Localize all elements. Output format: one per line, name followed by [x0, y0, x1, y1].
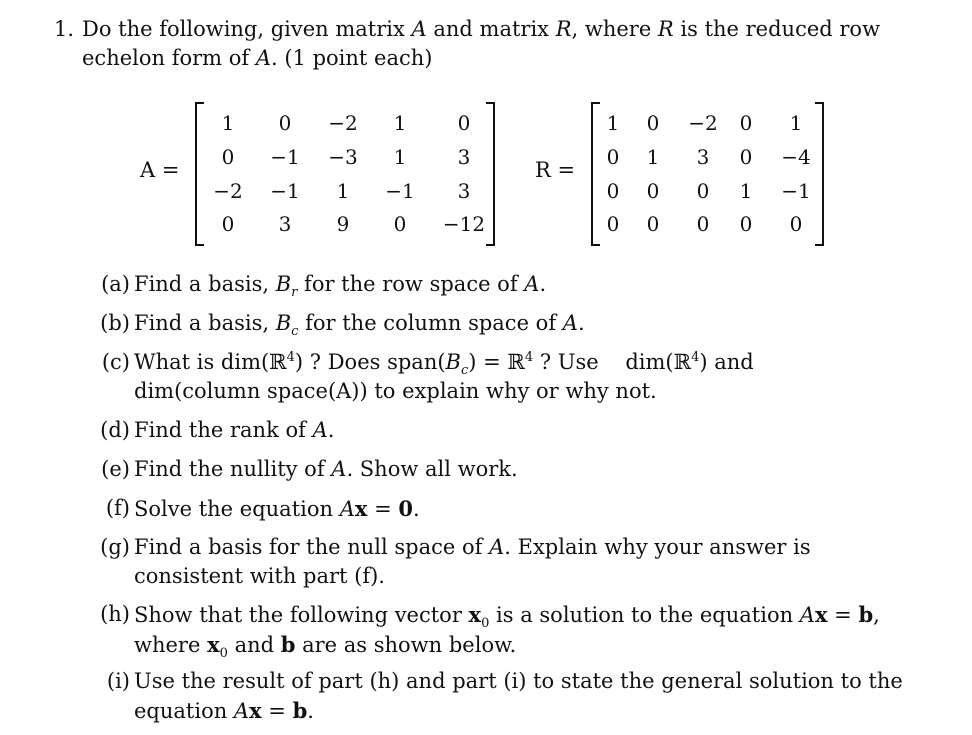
- matrix-a-cell: 0: [393, 212, 407, 236]
- matrix-a-cell: −3: [328, 145, 358, 169]
- matrix-r-cell: 0: [696, 179, 710, 203]
- question-line-1: 1. Do the following, given matrix A and matrix R, where R is the reduced row: [54, 15, 954, 44]
- matrix-r-cell: 3: [696, 145, 710, 169]
- matrix-a-label: A =: [140, 158, 180, 182]
- matrix-a-cell: 3: [457, 145, 471, 169]
- matrix-a-cell: −12: [442, 212, 486, 236]
- matrix-a-cell: 1: [221, 111, 235, 135]
- matrix-r-cell: −1: [781, 179, 811, 203]
- matrix-a-cell: −1: [385, 179, 415, 203]
- matrix-r-cell: 1: [606, 111, 620, 135]
- matrix-a-cell: 1: [336, 179, 350, 203]
- matrix-r-left-bracket: [591, 102, 600, 246]
- matrix-r-cell: 0: [606, 145, 620, 169]
- matrix-r-label: R =: [535, 158, 576, 182]
- matrix-a-left-bracket: [195, 102, 204, 246]
- matrix-a-cell: 1: [393, 145, 407, 169]
- matrix-a-cell: −2: [213, 179, 243, 203]
- matrix-a-cell: 0: [221, 145, 235, 169]
- matrix-a-cell: 3: [278, 212, 292, 236]
- matrix-r-cell: 0: [646, 179, 660, 203]
- matrix-r-cell: 0: [739, 145, 753, 169]
- matrix-a-cell: 3: [457, 179, 471, 203]
- matrix-a-right-bracket: [486, 102, 495, 246]
- matrix-r: [591, 102, 824, 246]
- matrix-r-cell: 0: [696, 212, 710, 236]
- matrix-r-right-bracket: [815, 102, 824, 246]
- matrix-r-cell: −4: [781, 145, 811, 169]
- question-number: 1.: [54, 17, 75, 41]
- matrix-r-cell: 0: [606, 212, 620, 236]
- matrix-a-cell: 0: [221, 212, 235, 236]
- matrix-r-cell: 0: [646, 111, 660, 135]
- matrix-a-cell: −1: [270, 179, 300, 203]
- matrix-r-cell: 0: [646, 212, 660, 236]
- problem-page: 1. Do the following, given matrix A and matrix R, where R is the reduced row echelon form of A. (1 point each) A = 1 0 −2 1 0 0 −1 −3 1 3 −2 −1 1 −1 3 0 3 9 0 −12 R = 1 0 −2 0 1 0 1 3 0 −4 0 0 0 1 −1 0 0 0 0 0 (a) Find a basis, $B_r$ for the row space of A. (b) Find a basis, $B_c$ for the column space of A. (c) What is dim(ℝ$^4$) ? Does $span(B_c)$ = ℝ$^4$ ? Use dim(ℝ$^4$) and dim(column space(A)) to explain why or why not. (d) Find the rank of A. (e) Find the nullity of A. Show all work. (f) Solve the equation Ax = 0. (g) Find a basis for the null space of A. Explain why your answer is consistent with part (f). (h) Show that the following vector $x_0$ is a solution to the equation Ax = b, where $x_0$ and b are as shown below. (i) Use the result of part (h) and part (i) to state the general solution to the equation Ax = b.: [0, 0, 972, 735]
- matrix-r-cell: 0: [739, 212, 753, 236]
- matrix-a-cell: 9: [336, 212, 350, 236]
- matrix-r-cell: 1: [789, 111, 803, 135]
- matrix-a: [195, 102, 495, 246]
- matrix-r-cell: 0: [739, 111, 753, 135]
- question-header: [54, 15, 954, 73]
- matrix-r-cell: 1: [739, 179, 753, 203]
- matrix-a-cell: −1: [270, 145, 300, 169]
- matrix-r-cell: 0: [789, 212, 803, 236]
- matrix-a-cell: 1: [393, 111, 407, 135]
- matrix-r-cell: 0: [606, 179, 620, 203]
- matrix-r-cell: −2: [688, 111, 718, 135]
- matrix-a-cell: 0: [278, 111, 292, 135]
- matrix-a-cell: −2: [328, 111, 358, 135]
- matrix-r-cell: 1: [646, 145, 660, 169]
- matrix-a-cell: 0: [457, 111, 471, 135]
- question-line-2: echelon form of A. (1 point each): [82, 46, 433, 70]
